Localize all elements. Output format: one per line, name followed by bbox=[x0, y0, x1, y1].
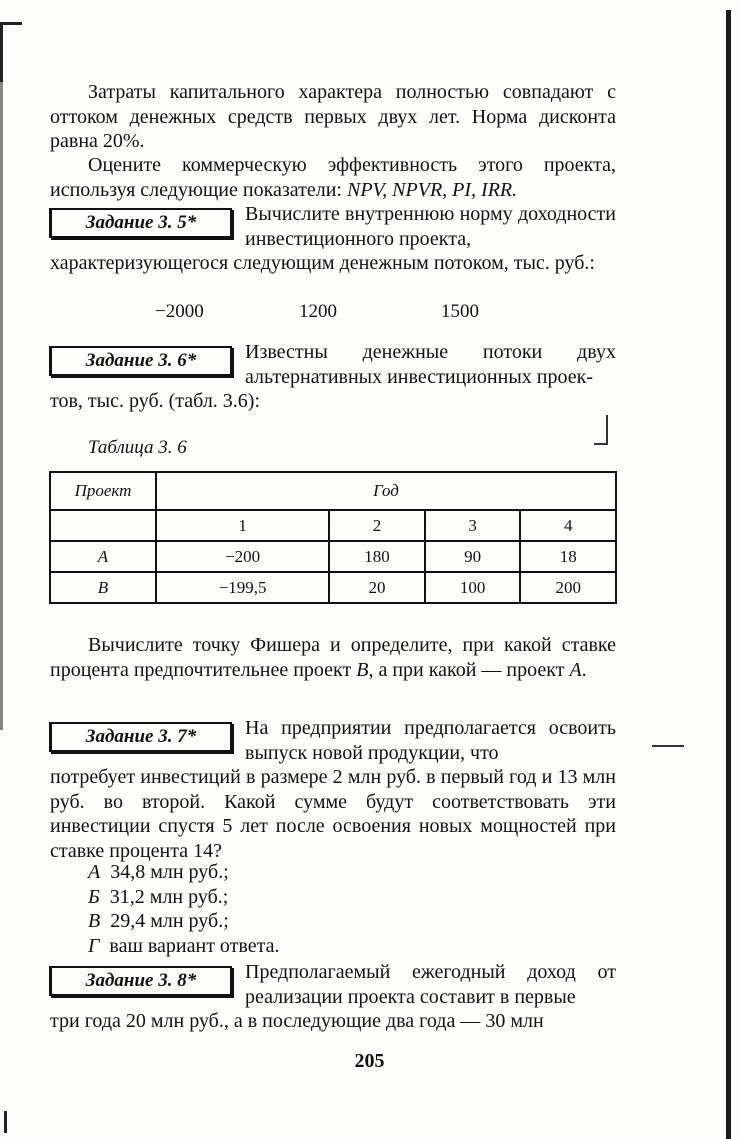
answer-text: 34,8 млн руб.; bbox=[110, 861, 229, 883]
table-cell: 180 bbox=[329, 541, 425, 572]
table-cell: 90 bbox=[425, 541, 521, 572]
scan-bracket-mark bbox=[594, 415, 608, 445]
table-row bbox=[50, 541, 616, 572]
task-3-8-text: Предполагаемый ежегодный доход от реализации проекта составит в первые bbox=[245, 961, 616, 1008]
scan-edge-left bbox=[0, 30, 3, 730]
paragraph-evaluate bbox=[50, 153, 616, 202]
cash-flow-value: 1500 bbox=[441, 301, 479, 322]
answer-option bbox=[88, 860, 279, 885]
task-3-7-label: Задание 3. 7* bbox=[49, 722, 232, 752]
cash-flow-value: −2000 bbox=[155, 301, 204, 322]
table-cell: 200 bbox=[520, 572, 616, 603]
year-cell: 4 bbox=[520, 510, 616, 541]
cash-flow-value: 1200 bbox=[299, 301, 337, 322]
fisher-project-b: B bbox=[356, 658, 369, 681]
task-3-7-text: На предприятии предполагается освоить выпуск новой продукции, что bbox=[245, 717, 616, 764]
table-years-row bbox=[50, 510, 616, 541]
task-3-7-text-continued: потребует инвестиций в размере 2 млн руб. в первый год и 13 млн руб. во второй. Какой сумме будут соответствовать эти инвестиции спустя 5 лет после освоения новых мощностей при ставке процента 14? bbox=[50, 766, 616, 862]
fisher-text-e: . bbox=[581, 658, 587, 681]
answer-letter: Б bbox=[88, 885, 100, 908]
answer-letter: Г bbox=[88, 934, 100, 957]
cash-flow-table bbox=[49, 471, 617, 604]
paragraph-evaluate-text: Оцените коммерческую эффективность этого проекта, используя следующие показатели: bbox=[50, 154, 616, 201]
answer-letter: В bbox=[88, 910, 101, 932]
header-year: Год bbox=[156, 472, 616, 510]
scan-corner-mark-vertical bbox=[0, 22, 3, 82]
table-cell bbox=[50, 510, 156, 541]
table-cell: 18 bbox=[520, 541, 616, 572]
table-cell: 20 bbox=[329, 572, 425, 603]
table-cell: −200 bbox=[156, 541, 329, 572]
header-project: Проект bbox=[50, 472, 156, 510]
task-3-8-text-continued: три года 20 млн руб., а в последующие два года — 30 млн bbox=[50, 1010, 544, 1032]
paragraph-capital-costs: Затраты капитального характера полностью совпадают с оттоком денежных средств первых двух лет. Норма дисконта равна 20%. bbox=[50, 81, 616, 152]
answer-letter: А bbox=[88, 861, 101, 883]
answer-option bbox=[88, 909, 279, 934]
year-cell: 2 bbox=[329, 510, 425, 541]
fisher-text-a: Вычислите точку Фишера и определите, при какой ставке процента предпочтительнее проект bbox=[50, 634, 616, 681]
project-cell: B bbox=[50, 572, 156, 603]
fisher-text-c: , а при какой — проект bbox=[368, 658, 570, 681]
task-3-6-text-continued: тов, тыс. руб. (табл. 3.6): bbox=[50, 390, 261, 412]
scan-corner-mark bbox=[0, 22, 22, 25]
answer-text: 31,2 млн руб.; bbox=[109, 885, 229, 908]
table-caption: Таблица 3. 6 bbox=[88, 437, 187, 458]
paragraph-fisher bbox=[50, 633, 616, 682]
task-3-5-text: Вычислите внутреннюю норму доходности инвестиционного проекта, bbox=[245, 203, 616, 250]
answer-text: 29,4 млн руб.; bbox=[110, 910, 229, 932]
indicators-list: NPV, NPVR, PI, IRR. bbox=[346, 178, 518, 201]
scan-edge-right bbox=[726, 10, 731, 1139]
scan-bottom-mark bbox=[4, 1111, 7, 1133]
year-cell: 1 bbox=[156, 510, 329, 541]
task-3-8-label: Задание 3. 8* bbox=[49, 966, 232, 996]
answer-option bbox=[88, 934, 279, 959]
table-cell: 100 bbox=[425, 572, 521, 603]
project-cell: A bbox=[50, 541, 156, 572]
answer-text: ваш вариант ответа. bbox=[109, 934, 280, 957]
page-number: 205 bbox=[354, 1050, 385, 1072]
answer-options bbox=[88, 860, 279, 958]
year-cell: 3 bbox=[425, 510, 521, 541]
task-3-5-text-continued: характеризующегося следующим денежным потоком, тыс. руб.: bbox=[50, 252, 595, 274]
table-row bbox=[50, 572, 616, 603]
task-3-5-label: Задание 3. 5* bbox=[49, 208, 232, 238]
table-cell: −199,5 bbox=[156, 572, 329, 603]
answer-option bbox=[88, 885, 279, 910]
fisher-project-a: A bbox=[569, 658, 582, 681]
task-3-6-label: Задание 3. 6* bbox=[49, 346, 232, 376]
task-3-6-text: Известны денежные потоки двух альтернативных инвестиционных проек- bbox=[245, 341, 616, 388]
scan-dash-mark bbox=[652, 745, 684, 747]
cash-flow-row bbox=[0, 301, 739, 327]
table-header-row bbox=[50, 472, 616, 510]
